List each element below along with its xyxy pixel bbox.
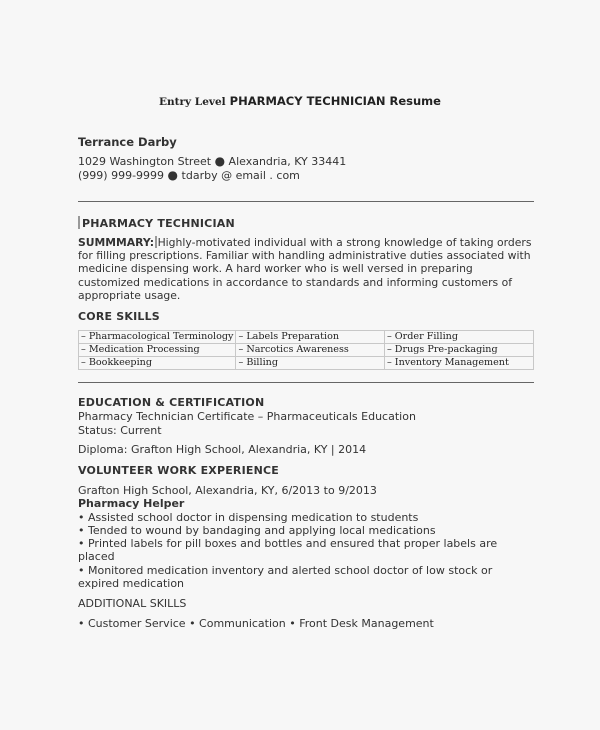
volunteer-place: Grafton High School, Alexandria, KY, 6/2013 to 9/2013	[78, 484, 377, 497]
bullet-separator: ●	[214, 154, 226, 168]
candidate-name: Terrance Darby	[78, 135, 177, 149]
list-item: • Tended to wound by bandaging and applying local medications	[78, 524, 436, 537]
table-row	[79, 331, 534, 344]
summary-label: SUMMMARY:	[78, 236, 155, 249]
profile-heading-text: PHARMACY TECHNICIAN	[82, 217, 235, 230]
divider	[78, 201, 534, 202]
table-row	[79, 344, 534, 357]
skill-cell: – Inventory Management	[384, 357, 533, 370]
skill-cell: – Order Filling	[384, 331, 533, 344]
list-item: • Monitored medication inventory and alerted school doctor of low stock or	[78, 564, 493, 577]
phone-email-line	[78, 168, 300, 182]
profile-heading	[78, 216, 235, 230]
list-item: • Printed labels for pill boxes and bottles and ensured that proper labels are	[78, 537, 498, 550]
volunteer-heading: VOLUNTEER WORK EXPERIENCE	[78, 464, 280, 477]
diploma-line: Diploma: Grafton High School, Alexandria, KY | 2014	[78, 443, 367, 456]
skill-cell: – Medication Processing	[79, 344, 236, 357]
skill-cell: – Drugs Pre-packaging	[384, 344, 533, 357]
skill-cell: – Labels Preparation	[236, 331, 384, 344]
list-item: placed	[78, 550, 115, 563]
document-title	[0, 94, 600, 108]
list-item: expired medication	[78, 577, 185, 590]
summary-paragraph	[78, 236, 534, 302]
table-row	[79, 357, 534, 370]
additional-skills-list: • Customer Service • Communication • Front Desk Management	[78, 617, 434, 630]
phone-number: (999) 999-9999	[78, 169, 165, 182]
skill-cell: – Bookkeeping	[79, 357, 236, 370]
divider	[78, 382, 534, 383]
core-skills-table	[78, 330, 534, 370]
city-state-zip: Alexandria, KY 33441	[228, 155, 347, 168]
email-address: tdarby @ email . com	[181, 169, 300, 182]
skill-cell: – Narcotics Awareness	[236, 344, 384, 357]
volunteer-role: Pharmacy Helper	[78, 497, 185, 510]
certificate-line: Pharmacy Technician Certificate – Pharmaceuticals Education	[78, 410, 416, 423]
title-main: PHARMACY TECHNICIAN Resume	[229, 94, 441, 108]
summary-separator	[155, 236, 157, 248]
street-address: 1029 Washington Street	[78, 155, 212, 168]
heading-marker	[78, 216, 80, 229]
additional-skills-heading: ADDITIONAL SKILLS	[78, 597, 187, 610]
certificate-status: Status: Current	[78, 424, 162, 437]
skill-cell: – Pharmacological Terminology	[79, 331, 236, 344]
bullet-separator: ●	[167, 168, 179, 182]
core-skills-heading: CORE SKILLS	[78, 310, 160, 323]
education-heading: EDUCATION & CERTIFICATION	[78, 396, 265, 409]
list-item: • Assisted school doctor in dispensing medication to students	[78, 511, 419, 524]
title-level: Entry Level	[159, 96, 226, 108]
address-line	[78, 154, 346, 168]
skill-cell: – Billing	[236, 357, 384, 370]
summary-text: Highly-motivated individual with a strong knowledge of taking orders for filling prescriptions. Familiar with handling administrative duties associated with medicine dispensing work. A hard worker who is well versed in preparing customized medications in accordance to standards and informing customers of appropriate usage.	[78, 236, 532, 302]
